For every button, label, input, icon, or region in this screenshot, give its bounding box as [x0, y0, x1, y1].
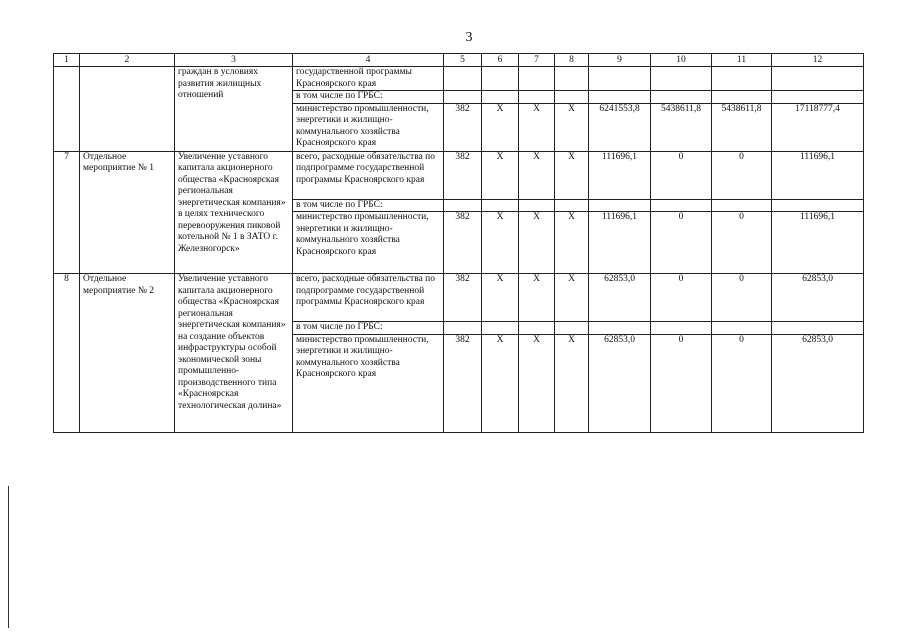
scan-margin-line	[8, 486, 9, 628]
value-cell: 111696,1	[589, 212, 651, 274]
value-cell: X	[482, 103, 519, 151]
value-cell: 6241553,8	[589, 103, 651, 151]
column-header: 2	[80, 54, 175, 67]
expense-label-cell: всего, расходные обязательства по подпрограмме государственной программы Красноярского края	[293, 274, 444, 322]
activity-name-cell: Отдельное мероприятие № 1	[80, 151, 175, 274]
value-cell: 17118777,4	[772, 103, 864, 151]
value-cell: 382	[444, 151, 482, 199]
value-cell: X	[519, 103, 555, 151]
value-cell	[519, 67, 555, 91]
value-cell: 62853,0	[772, 274, 864, 322]
value-cell: 0	[712, 334, 772, 432]
value-cell: X	[482, 334, 519, 432]
value-cell: 382	[444, 334, 482, 432]
expense-label-cell: государственной программы Красноярского края	[293, 67, 444, 91]
value-cell: 5438611,8	[651, 103, 712, 151]
value-cell: 111696,1	[772, 151, 864, 199]
table-row	[54, 151, 864, 199]
expense-label-cell: всего, расходные обязательства по подпрограмме государственной программы Красноярского края	[293, 151, 444, 199]
value-cell: 0	[651, 151, 712, 199]
activity-description-cell: Увеличение уставного капитала акционерного общества «Красноярская региональная энергетическая компания» на создание объектов инфраструктуры особой экономической зоны промышленно-производственного типа «Красноярская технологическая долина»	[175, 274, 293, 433]
value-cell: 382	[444, 103, 482, 151]
page-number: 3	[465, 30, 473, 45]
column-header: 11	[712, 54, 772, 67]
value-cell: 62853,0	[589, 334, 651, 432]
column-header: 9	[589, 54, 651, 67]
column-header: 7	[519, 54, 555, 67]
grbs-subheading-cell: в том числе по ГРБС:	[293, 322, 444, 335]
value-cell: X	[482, 212, 519, 274]
column-header: 12	[772, 54, 864, 67]
column-number-row	[54, 54, 864, 67]
value-cell: X	[555, 103, 589, 151]
ministry-label-cell: министерство промышленности, энергетики и жилищно-коммунального хозяйства Красноярского края	[293, 212, 444, 274]
value-cell: 111696,1	[772, 212, 864, 274]
activity-description-cell: граждан в условиях развития жилищных отношений	[175, 67, 293, 152]
column-header: 1	[54, 54, 80, 67]
value-cell: 382	[444, 274, 482, 322]
value-cell: 111696,1	[589, 151, 651, 199]
value-cell	[712, 67, 772, 91]
value-cell	[555, 67, 589, 91]
value-cell: 62853,0	[589, 274, 651, 322]
activity-description-cell: Увеличение уставного капитала акционерного общества «Красноярская региональная энергетическая компания» в целях технического перевооружения пиковой котельной № 1 в ЗАТО г. Железногорск»	[175, 151, 293, 274]
column-header: 6	[482, 54, 519, 67]
grbs-subheading-cell: в том числе по ГРБС:	[293, 91, 444, 104]
value-cell: X	[482, 274, 519, 322]
value-cell	[482, 67, 519, 91]
column-header: 4	[293, 54, 444, 67]
value-cell: 0	[651, 274, 712, 322]
grbs-subheading-cell: в том числе по ГРБС:	[293, 199, 444, 212]
value-cell: 0	[651, 334, 712, 432]
value-cell: X	[555, 151, 589, 199]
value-cell: 0	[651, 212, 712, 274]
ministry-label-cell: министерство промышленности, энергетики и жилищно-коммунального хозяйства Красноярского края	[293, 103, 444, 151]
value-cell: 382	[444, 212, 482, 274]
value-cell: X	[482, 151, 519, 199]
value-cell: 5438611,8	[712, 103, 772, 151]
value-cell: X	[519, 212, 555, 274]
column-header: 10	[651, 54, 712, 67]
value-cell: X	[519, 274, 555, 322]
row-number-cell: 8	[54, 274, 80, 433]
table-row	[54, 67, 864, 91]
value-cell	[589, 67, 651, 91]
value-cell	[444, 67, 482, 91]
ministry-label-cell: министерство промышленности, энергетики и жилищно-коммунального хозяйства Красноярского края	[293, 334, 444, 432]
column-header: 8	[555, 54, 589, 67]
activity-name-cell: Отдельное мероприятие № 2	[80, 274, 175, 433]
value-cell: 62853,0	[772, 334, 864, 432]
value-cell: X	[555, 212, 589, 274]
value-cell	[651, 67, 712, 91]
row-number-cell: 7	[54, 151, 80, 274]
activity-name-cell	[80, 67, 175, 152]
value-cell: 0	[712, 151, 772, 199]
value-cell: 0	[712, 212, 772, 274]
row-number-cell	[54, 67, 80, 152]
value-cell: X	[555, 334, 589, 432]
value-cell	[772, 67, 864, 91]
value-cell: X	[555, 274, 589, 322]
column-header: 3	[175, 54, 293, 67]
value-cell: 0	[712, 274, 772, 322]
value-cell: X	[519, 151, 555, 199]
value-cell: X	[519, 334, 555, 432]
budget-table	[53, 53, 864, 433]
table-row	[54, 274, 864, 322]
column-header: 5	[444, 54, 482, 67]
